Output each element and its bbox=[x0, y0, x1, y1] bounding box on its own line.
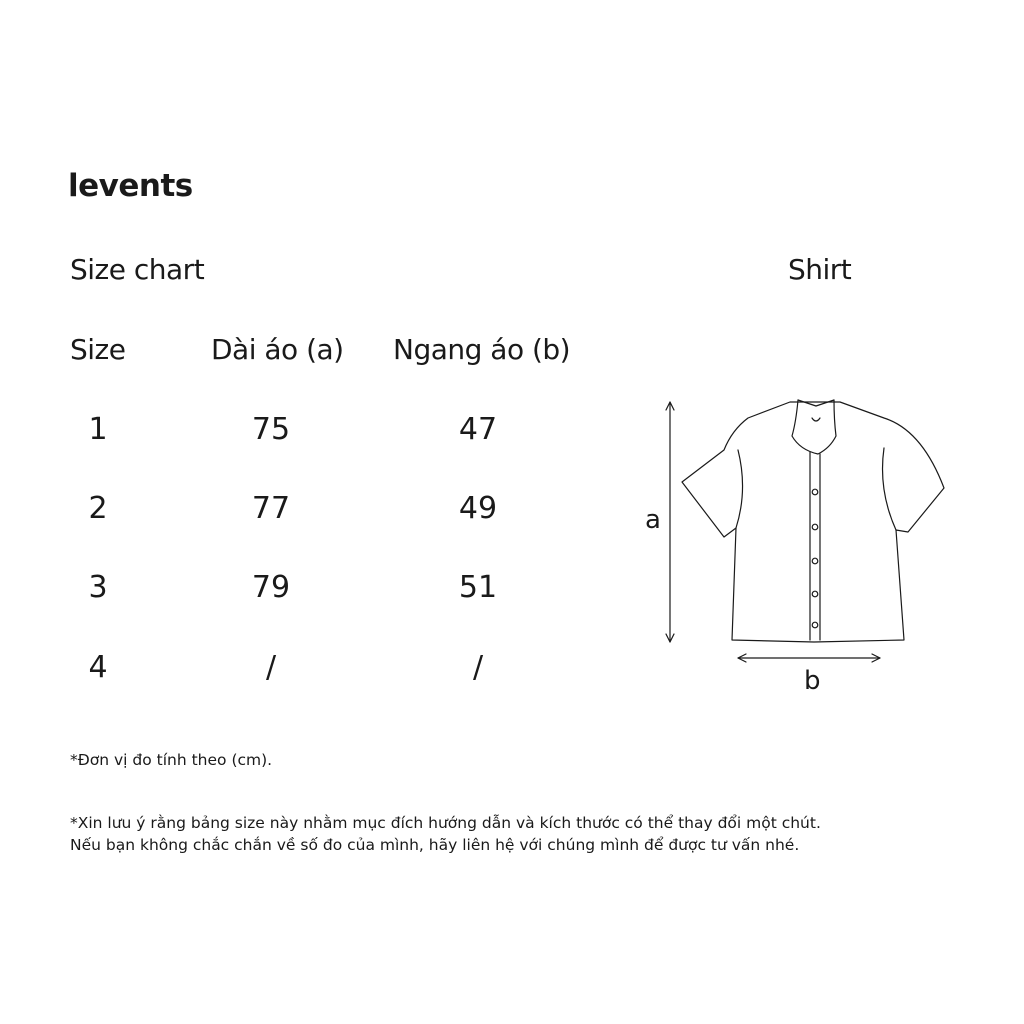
sleeve-seam bbox=[883, 448, 897, 530]
button-icon bbox=[812, 558, 818, 564]
column-header-width: Ngang áo (b) bbox=[393, 333, 571, 366]
cell-width: 51 bbox=[458, 570, 498, 605]
dimension-label-b: b bbox=[804, 666, 821, 696]
cell-width: 49 bbox=[458, 491, 498, 526]
dimension-label-a: a bbox=[645, 505, 661, 535]
cell-width: / bbox=[472, 650, 484, 685]
cell-width: 47 bbox=[458, 412, 498, 447]
shirt-collar bbox=[812, 418, 820, 421]
unit-note: *Đơn vị đo tính theo (cm). bbox=[70, 751, 273, 769]
shirt-collar bbox=[798, 400, 834, 406]
cell-length: 75 bbox=[251, 412, 291, 447]
cell-size: 1 bbox=[88, 412, 108, 447]
disclaimer-line: *Xin lưu ý rằng bảng size này nhằm mục đích hướng dẫn và kích thước có thể thay đổi một chút. bbox=[70, 814, 821, 832]
shirt-collar bbox=[792, 400, 836, 454]
cell-length: 77 bbox=[251, 491, 291, 526]
disclaimer-line: Nếu bạn không chắc chắn về số đo của mình, hãy liên hệ với chúng mình để được tư vấn nhé. bbox=[70, 836, 800, 854]
cell-size: 3 bbox=[88, 570, 108, 605]
page-title: Size chart bbox=[70, 253, 205, 286]
shirt-body-outline bbox=[682, 402, 944, 642]
brand-logo: levents bbox=[68, 168, 193, 204]
column-header-size: Size bbox=[70, 333, 126, 366]
column-header-length: Dài áo (a) bbox=[211, 333, 344, 366]
button-icon bbox=[812, 489, 818, 495]
cell-length: 79 bbox=[251, 570, 291, 605]
button-icon bbox=[812, 622, 818, 628]
button-icon bbox=[812, 591, 818, 597]
cell-length: / bbox=[265, 650, 277, 685]
disclaimer-note bbox=[70, 812, 821, 856]
cell-size: 4 bbox=[88, 650, 108, 685]
cell-size: 2 bbox=[88, 491, 108, 526]
shirt-diagram bbox=[640, 390, 960, 700]
sleeve-seam bbox=[736, 450, 743, 528]
diagram-title: Shirt bbox=[788, 253, 852, 286]
button-icon bbox=[812, 524, 818, 530]
